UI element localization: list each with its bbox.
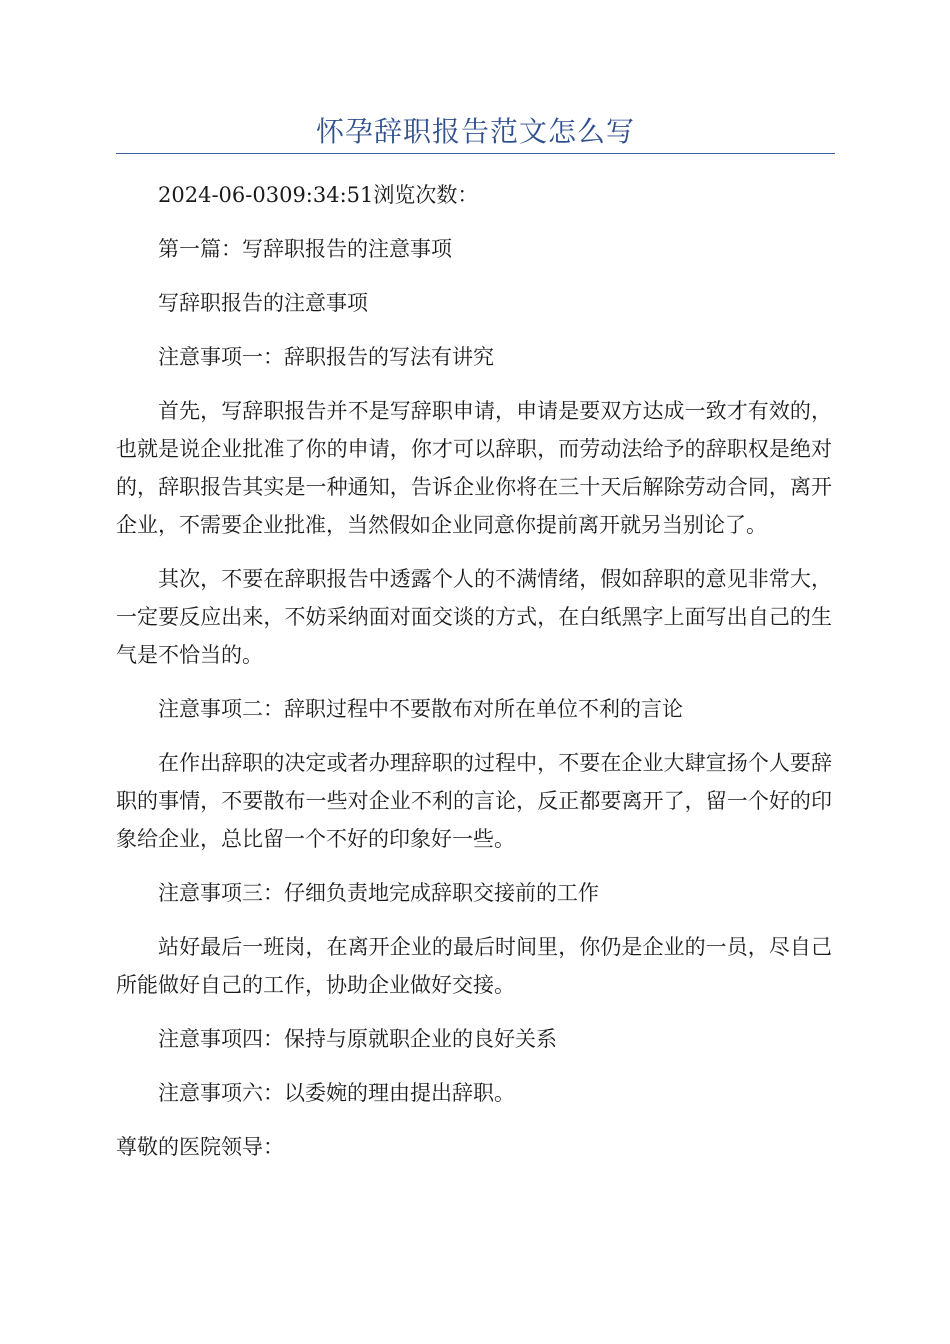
document-title: 怀孕辞职报告范文怎么写 (315, 115, 635, 148)
meta-line: 2024-06-0309:34:51浏览次数： (158, 183, 479, 207)
note-heading-3: 注意事项三：仔细负责地完成辞职交接前的工作 (158, 881, 599, 905)
body-paragraph: 站好最后一班岗，在离开企业的最后时间里，你仍是企业的一员，尽自己所能做好自己的工作，协助企业做好交接。 (116, 935, 832, 997)
section-heading: 第一篇：写辞职报告的注意事项 (158, 237, 452, 261)
note-heading-6: 注意事项六：以委婉的理由提出辞职。 (158, 1081, 515, 1105)
note-heading-1: 注意事项一：辞职报告的写法有讲究 (158, 345, 494, 369)
title-underline (116, 153, 835, 154)
body-paragraph: 首先，写辞职报告并不是写辞职申请，申请是要双方达成一致才有效的，也就是说企业批准了你的申请，你才可以辞职，而劳动法给予的辞职权是绝对的，辞职报告其实是一种通知，告诉企业你将在三十天后解除劳动合同，离开企业，不需要企业批准，当然假如企业同意你提前离开就另当别论了。 (116, 399, 832, 537)
body-paragraph: 在作出辞职的决定或者办理辞职的过程中，不要在企业大肆宣扬个人要辞职的事情，不要散布一些对企业不利的言论，反正都要离开了，留一个好的印象给企业，总比留一个不好的印象好一些。 (116, 751, 832, 851)
note-heading-2: 注意事项二：辞职过程中不要散布对所在单位不利的言论 (158, 697, 683, 721)
body-paragraph: 其次，不要在辞职报告中透露个人的不满情绪，假如辞职的意见非常大，一定要反应出来，不妨采纳面对面交谈的方式，在白纸黑字上面写出自己的生气是不恰当的。 (116, 567, 832, 667)
document-body (116, 176, 832, 1166)
note-heading-4: 注意事项四：保持与原就职企业的良好关系 (158, 1027, 557, 1051)
subheading: 写辞职报告的注意事项 (158, 291, 368, 315)
salutation: 尊敬的医院领导： (116, 1135, 284, 1159)
